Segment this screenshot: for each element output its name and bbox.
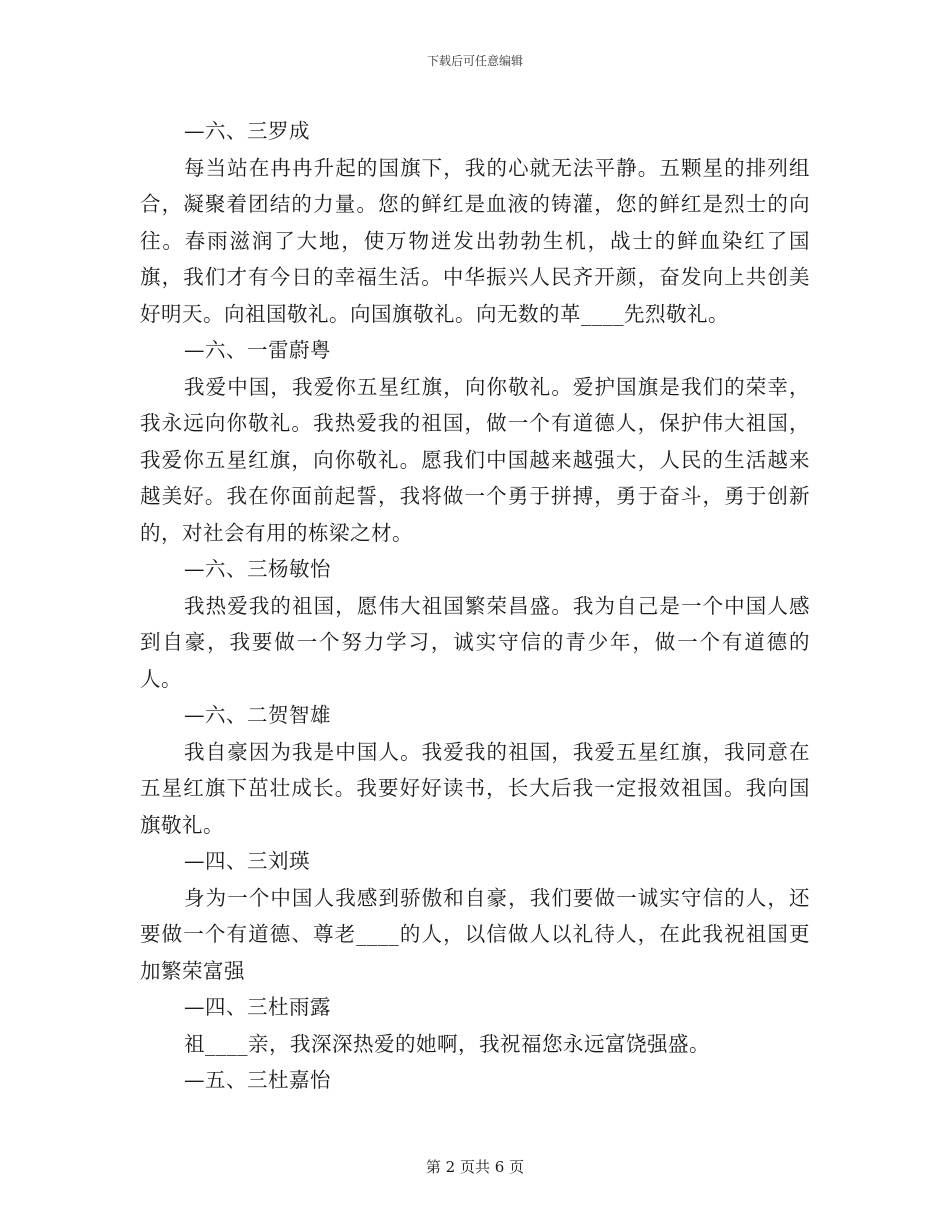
entry-paragraph: 祖____亲，我深深热爱的她啊，我祝福您永远富饶强盛。 bbox=[184, 1031, 710, 1056]
entry-signature: —六、三杨敏怡 bbox=[184, 557, 331, 581]
entry-paragraph: 身为一个中国人我感到骄傲和自豪，我们要做一诚实守信的人，还要做一个有道德、尊老____的人，以信做人以礼待人，在此我祝祖国更加繁荣富强 bbox=[140, 885, 810, 983]
page-footer: 第 2 页共 6 页 bbox=[425, 1158, 525, 1176]
entry-paragraph: 每当站在冉冉升起的国旗下，我的心就无法平静。五颗星的排列组合，凝聚着团结的力量。您的鲜红是血液的铸灌，您的鲜红是烈士的向往。春雨滋润了大地，使万物迸发出勃勃生机，战士的鲜血染红了国旗，我们才有今日的幸福生活。中华振兴人民齐开颜，奋发向上共创美好明天。向祖国敬礼。向国旗敬礼。向无数的革____先烈敬礼。 bbox=[140, 155, 810, 326]
document-body bbox=[140, 113, 810, 1099]
entry-paragraph: 我热爱我的祖国，愿伟大祖国繁荣昌盛。我为自己是一个中国人感到自豪，我要做一个努力学习，诚实守信的青少年，做一个有道德的人。 bbox=[140, 593, 810, 691]
entry-paragraph: 我爱中国，我爱你五星红旗，向你敬礼。爱护国旗是我们的荣幸，我永远向你敬礼。我热爱我的祖国，做一个有道德人，保护伟大祖国，我爱你五星红旗，向你敬礼。愿我们中国越来越强大，人民的生活越来越美好。我在你面前起誓，我将做一个勇于拼搏，勇于奋斗，勇于创新的，对社会有用的栋梁之材。 bbox=[140, 374, 810, 545]
entry-signature: —四、三杜雨露 bbox=[184, 995, 331, 1019]
entry-paragraph: 我自豪因为我是中国人。我爱我的祖国，我爱五星红旗，我同意在五星红旗下茁壮成长。我要好好读书，长大后我一定报效祖国。我向国旗敬礼。 bbox=[140, 739, 810, 837]
entry-signature: —六、二贺智雄 bbox=[184, 703, 331, 727]
entry-signature: —六、一雷蔚粤 bbox=[184, 338, 331, 362]
page-header: 下载后可任意编辑 bbox=[426, 54, 523, 68]
entry-signature: —五、三杜嘉怡 bbox=[184, 1068, 331, 1092]
entry-signature: —四、三刘瑛 bbox=[184, 849, 310, 873]
entry-signature: —六、三罗成 bbox=[184, 119, 310, 143]
